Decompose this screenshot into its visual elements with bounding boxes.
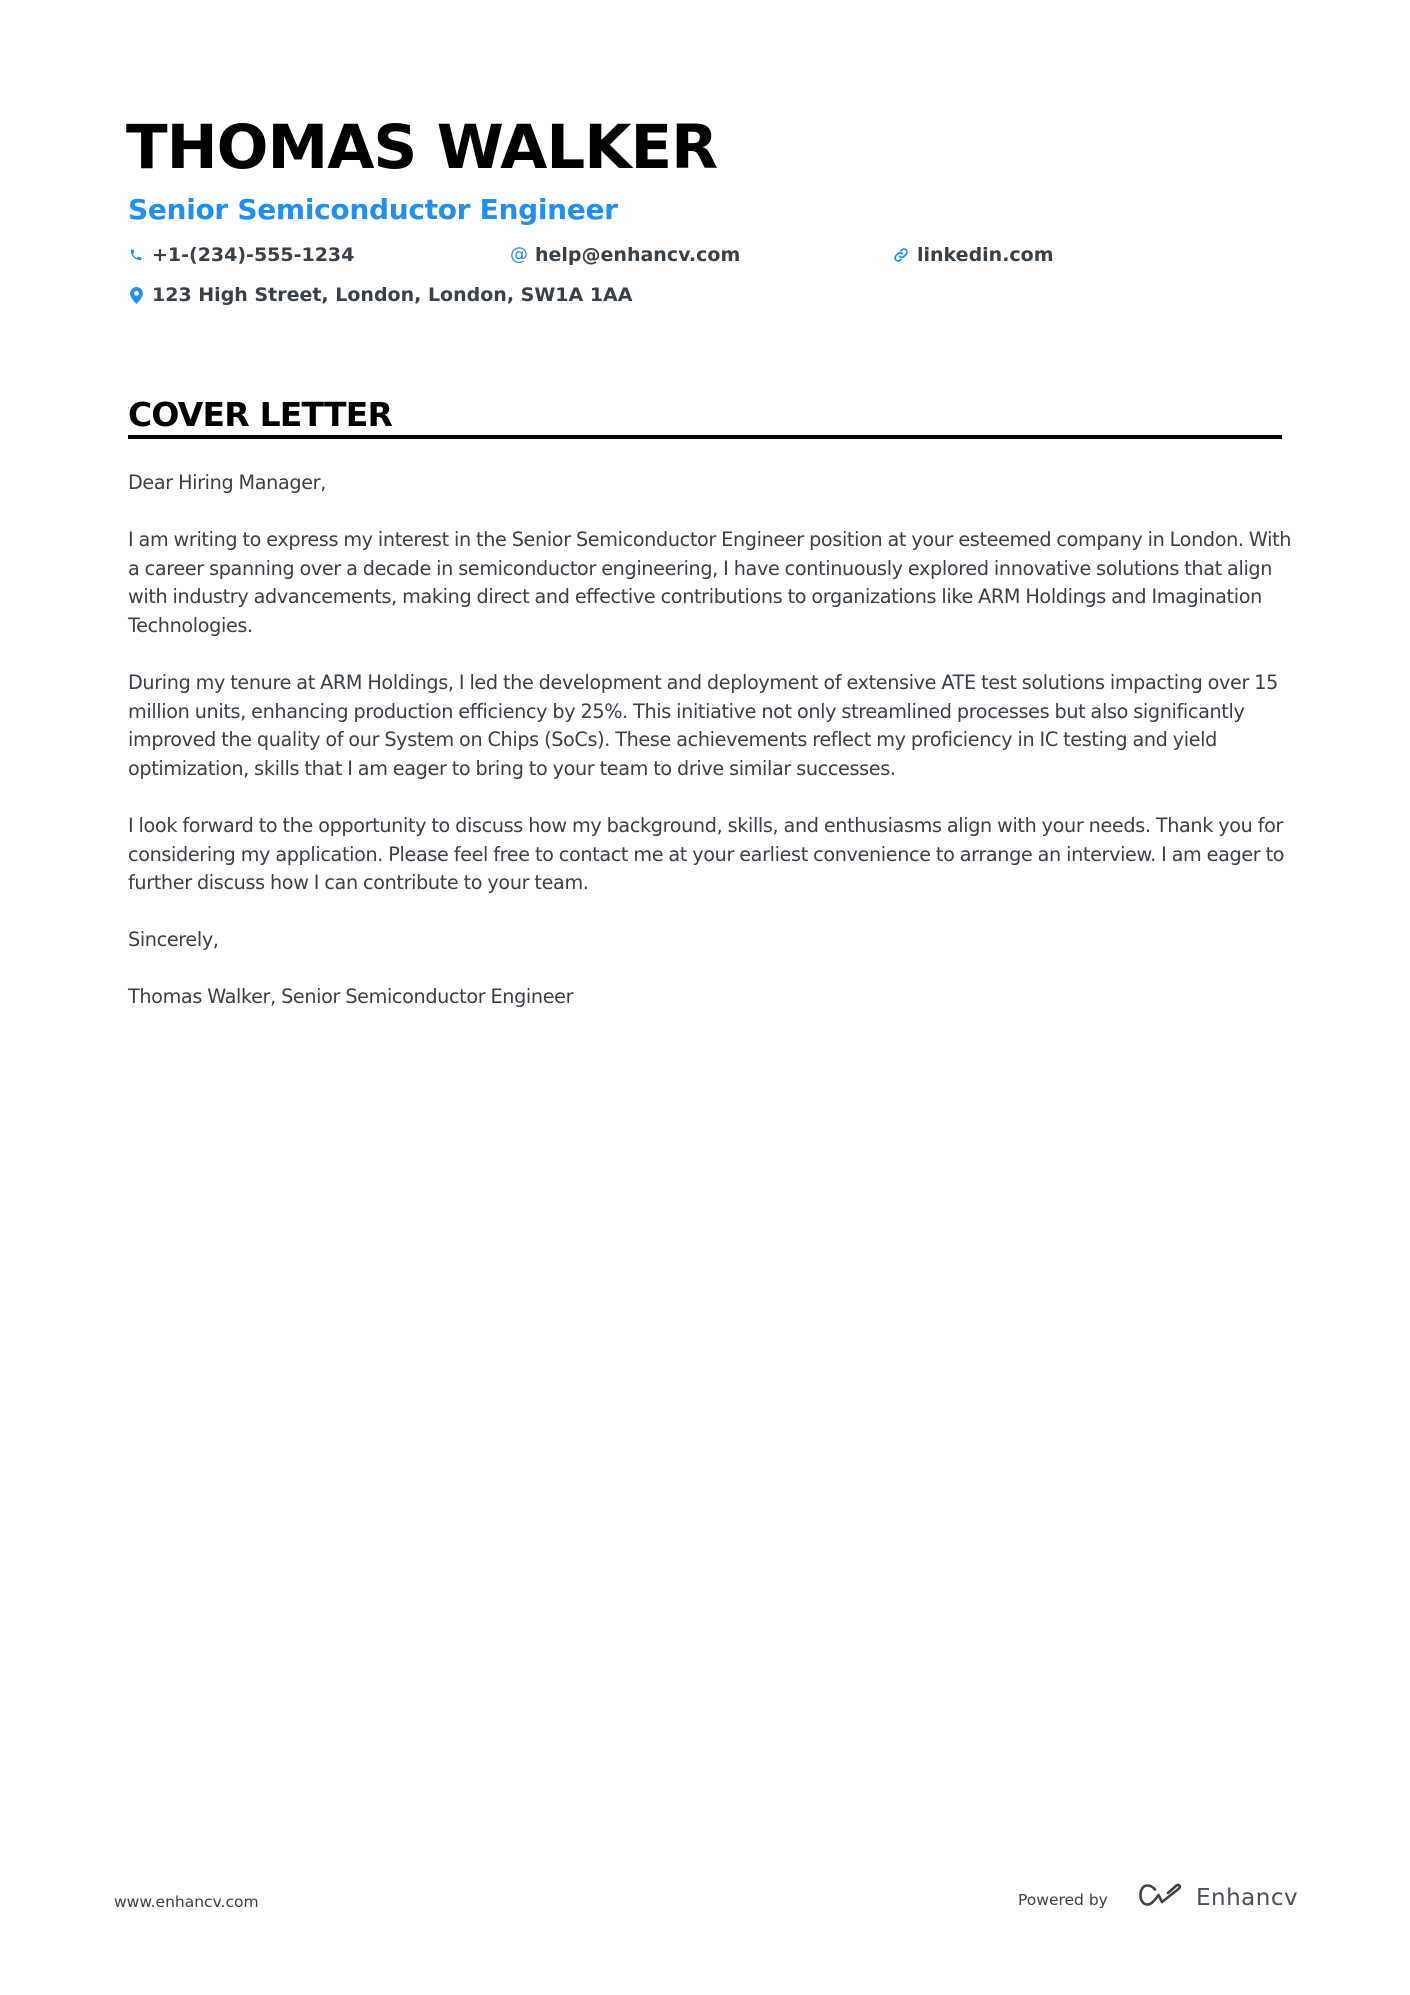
letter-paragraph-3: I look forward to the opportunity to discuss how my background, skills, and enthusiasms align with your needs. Thank you for considering my application. Please feel free to contact me at your earliest convenience to arrange an interview. I am eager to further discuss how I can contribute to your team. — [128, 814, 1285, 895]
address-text: 123 High Street, London, London, SW1A 1AA — [152, 284, 633, 306]
candidate-name: THOMAS WALKER — [126, 112, 718, 183]
job-title: Senior Semiconductor Engineer — [128, 193, 618, 226]
enhancv-logo-icon — [1138, 1882, 1184, 1913]
website-link[interactable]: linkedin.com — [917, 244, 1054, 266]
powered-by-label: Powered by — [1018, 1891, 1108, 1909]
letter-paragraph-1: I am writing to express my interest in the Senior Semiconductor Engineer position at your esteemed company in London. With a career spanning over a decade in semiconductor engineering, I have continuously explored innovative solutions that align with industry advancements, making direct and effective contributions to organizations like ARM Holdings and Imagination Technologies. — [128, 528, 1292, 637]
footer-website-link[interactable]: www.enhancv.com — [114, 1893, 259, 1911]
section-divider — [128, 435, 1282, 439]
section-title-cover-letter: COVER LETTER — [128, 395, 393, 434]
link-icon — [893, 246, 909, 264]
letter-greeting: Dear Hiring Manager, — [128, 471, 326, 494]
contact-website — [893, 242, 1054, 268]
location-pin-icon — [128, 286, 144, 304]
at-icon: @ — [510, 244, 528, 265]
letter-signature: Thomas Walker, Senior Semiconductor Engineer — [128, 985, 574, 1008]
enhancv-logo[interactable] — [1138, 1882, 1298, 1913]
contact-phone — [128, 242, 354, 268]
phone-icon — [128, 246, 144, 264]
enhancv-brand-name: Enhancv — [1196, 1884, 1299, 1911]
letter-closing: Sincerely, — [128, 928, 219, 951]
email-address[interactable]: help@enhancv.com — [535, 244, 741, 266]
phone-number[interactable]: +1-(234)-555-1234 — [152, 244, 355, 266]
contact-email — [510, 242, 740, 268]
contact-address — [128, 282, 632, 308]
letter-paragraph-2: During my tenure at ARM Holdings, I led the development and deployment of extensive ATE test solutions impacting over 15 million units, enhancing production efficiency by 25%. This initiative not only streamlined processes but also significantly improved the quality of our System on Chips (SoCs). These achievements reflect my proficiency in IC testing and yield optimization, skills that I am eager to bring to your team to drive similar successes. — [128, 671, 1278, 780]
